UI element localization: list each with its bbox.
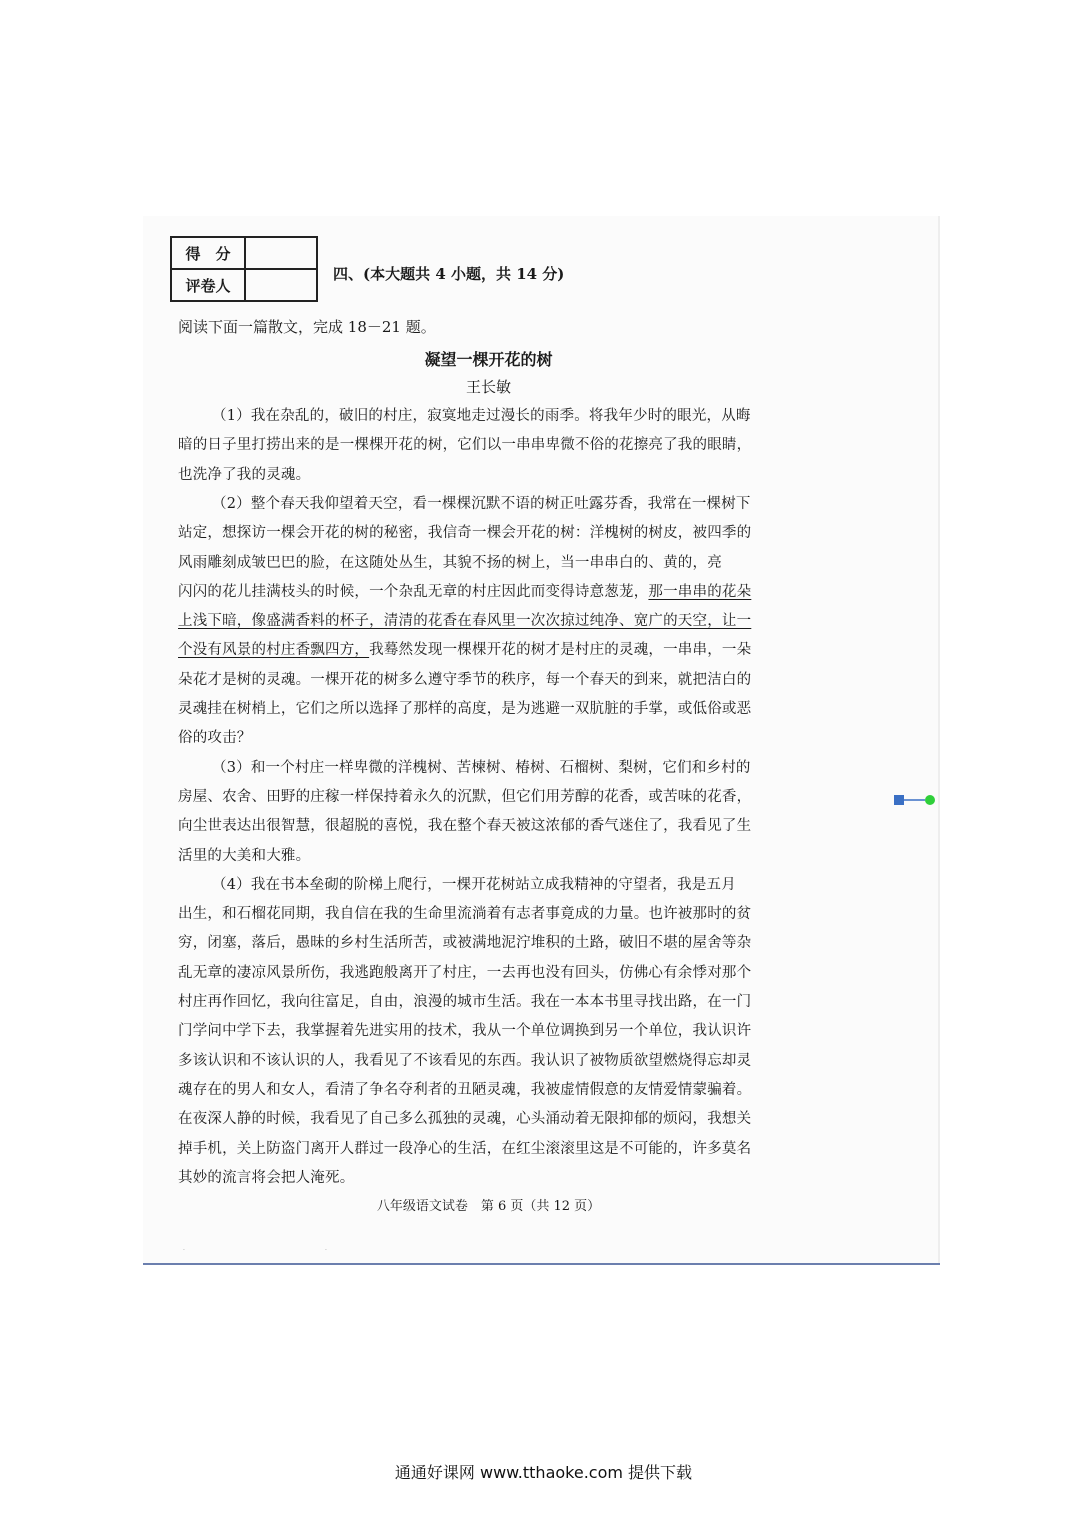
page-edge: [938, 216, 940, 1264]
connector-end-dot[interactable]: [925, 795, 935, 805]
essay-line: 朵花才是树的灵魂。一棵开花的树多么遵守季节的秩序，每一个春天的到来，就把洁白的: [178, 671, 752, 688]
essay-line: 也洗净了我的灵魂。: [178, 466, 311, 483]
essay-line: 多该认识和不该认识的人，我看见了不该看见的东西。我认识了被物质欲望燃烧得忘却灵: [178, 1052, 752, 1069]
section-heading: 四、(本大题共 4 小题，共 14 分): [333, 265, 565, 283]
essay-line: 村庄再作回忆，我向往富足，自由，浪漫的城市生活。我在一本本书里寻找出路，在一门: [178, 994, 752, 1010]
essay-line: 其妙的流言将会把人淹死。: [178, 1169, 355, 1186]
essay-line: （3）和一个村庄一样卑微的洋槐树、苦楝树、椿树、石榴树、梨树，它们和乡村的: [212, 759, 751, 776]
download-credit: 通通好课网 www.tthaoke.com 提供下载: [394, 1463, 693, 1482]
essay-line: 房屋、农舍、田野的庄稼一样保持着永久的沉默，但它们用芳醇的花香，或苦味的花香，: [178, 788, 752, 805]
essay-line: [178, 609, 751, 630]
essay-line: 穷，闭塞，落后，愚昧的乡村生活所苦，或被满地泥泞堆积的土路，破旧不堪的屋舍等杂: [178, 935, 752, 952]
essay-line: 站定，想探访一棵会开花的树的秘密，我信奇一棵会开花的树：洋槐树的树皮，被四季的: [178, 525, 752, 542]
essay-line: 风雨雕刻成皱巴巴的脸，在这随处丛生，其貌不扬的树上，当一串串白的、黄的，亮: [178, 554, 722, 571]
reading-instructions: 阅读下面一篇散文，完成 18－21 题。: [178, 318, 436, 336]
page-divider: [143, 1263, 940, 1265]
essay-line: 活里的大美和大雅。: [178, 847, 311, 864]
essay-text: 闪闪的花儿挂满枝头的时候，一个杂乱无章的村庄因此而变得诗意葱茏，: [178, 583, 649, 600]
essay-line: 掉手机，关上防盗门离开人群过一段净心的生活，在红尘滚滚里这是不可能的，许多莫名: [178, 1140, 752, 1157]
scan-speck: ·: [183, 1247, 185, 1254]
essay-line: 俗的攻击？: [178, 730, 252, 747]
essay-line: 门学问中学下去，我掌握着先进实用的技术，我从一个单位调换到另一个单位，我认识许: [178, 1023, 752, 1040]
essay-line: （2）整个春天我仰望着天空，看一棵棵沉默不语的树正吐露芬香，我常在一棵树下: [212, 495, 751, 512]
score-cell: [245, 237, 317, 269]
score-table: [170, 236, 318, 302]
underlined-passage: 上浅下暗，像盛满香料的杯子，清清的花香在春风里一次次掠过纯净、宽广的天空，让一: [178, 613, 752, 630]
essay-line: 灵魂挂在树梢上，它们之所以选择了那样的高度，是为逃避一双肮脏的手掌，或低俗或恶: [178, 701, 752, 717]
underlined-passage: 个没有风景的村庄香飘四方，: [178, 642, 370, 659]
underlined-passage: 那一串串的花朵: [648, 583, 752, 600]
connector-handle[interactable]: [893, 793, 939, 807]
grader-cell: [245, 269, 317, 301]
essay-line: 在夜深人静的时候，我看见了自己多么孤独的灵魂，心头涌动着无限抑郁的烦闷，我想关: [178, 1111, 752, 1128]
scan-speck: ·: [325, 1247, 327, 1254]
essay-line: [178, 580, 751, 601]
page-footer: 八年级语文试卷 第 6 页（共 12 页）: [376, 1199, 601, 1214]
score-label: 得 分: [171, 237, 245, 269]
grader-label: 评卷人: [171, 269, 245, 301]
essay-line: 乱无章的凄凉风景所伤，我逃跑般离开了村庄，一去再也没有回头，仿佛心有余悸对那个: [178, 964, 752, 981]
essay-title: 凝望一棵开花的树: [424, 350, 553, 369]
essay-line: （4）我在书本垒砌的阶梯上爬行，一棵开花树站立成我精神的守望者，我是五月: [212, 876, 736, 893]
essay-text: 我蓦然发现一棵棵开花的树才是村庄的灵魂，一串串，一朵: [369, 642, 752, 659]
connector-start-square[interactable]: [894, 795, 904, 805]
essay-line: （1）我在杂乱的，破旧的村庄，寂寞地走过漫长的雨季。将我年少时的眼光，从晦: [212, 408, 751, 424]
essay-line: 向尘世表达出很智慧，很超脱的喜悦，我在整个春天被这浓郁的香气迷住了，我看见了生: [178, 818, 752, 835]
essay-author: 王长敏: [465, 378, 511, 396]
essay-line: 魂存在的男人和女人，看清了争名夺利者的丑陋灵魂，我被虚情假意的友情爱情蒙骗着。: [178, 1081, 752, 1098]
essay-line: 出生，和石榴花同期，我自信在我的生命里流淌着有志者事竟成的力量。也许被那时的贫: [178, 906, 752, 923]
essay-line: [178, 638, 751, 659]
essay-line: 暗的日子里打捞出来的是一棵棵开花的树，它们以一串串卑微不俗的花擦亮了我的眼睛，: [178, 437, 752, 454]
